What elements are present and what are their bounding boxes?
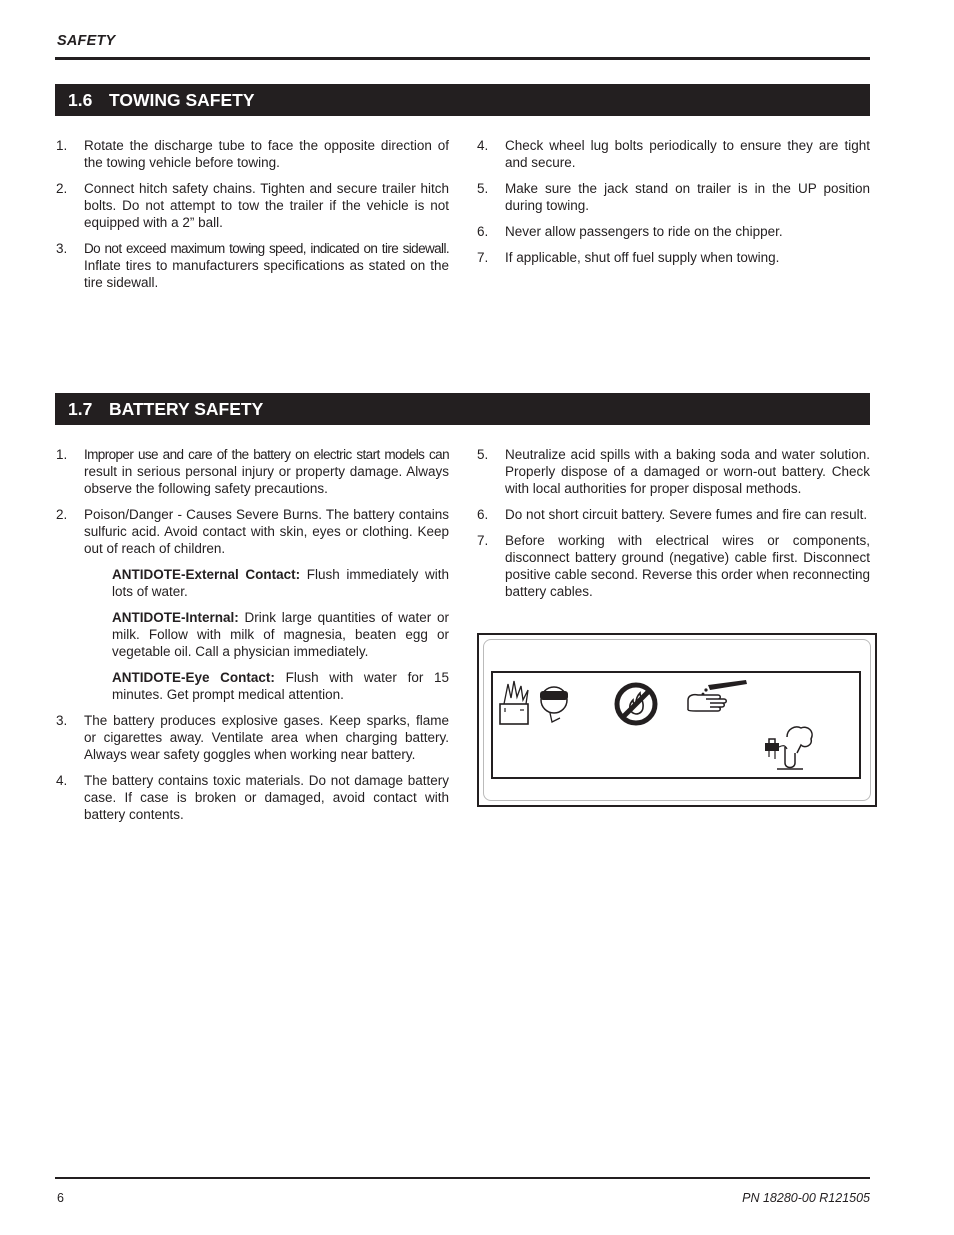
list-item: 1. Rotate the discharge tube to face the opposite direction of the towing vehicle before towing. [56,138,449,170]
no-flame-icon [613,681,659,727]
antidote-eye: ANTIDOTE-Eye Contact: Flush with water for 15 minutes. Get prompt medical attention. [112,670,449,702]
section-number: 1.6 [68,90,93,110]
section-title: TOWING SAFETY [109,90,255,110]
eye-wash-icon [759,723,817,773]
header-rule [55,57,870,60]
decal-panel [491,671,861,779]
list-item: 6. Do not short circuit battery. Severe fumes and fire can result. [477,507,868,522]
section-title: BATTERY SAFETY [109,399,264,419]
part-number: PN 18280-00 R121505 [742,1191,870,1205]
running-head: SAFETY [57,33,116,49]
list-item: 5. Make sure the jack stand on trailer is in the UP position during towing. [477,181,870,213]
section-heading-towing [55,84,870,116]
list-item: 5. Neutralize acid spills with a baking soda and water solution. Properly dispose of a damaged or worn-out battery. Check with local authorities for proper disposal methods. [477,447,870,496]
section-number: 1.7 [68,399,93,419]
list-item: 7. If applicable, shut off fuel supply when towing. [477,250,780,265]
list-item: 4. Check wheel lug bolts periodically to ensure they are tight and secure. [477,138,870,170]
list-item: 4. The battery contains toxic materials. Do not damage battery case. If case is broken or damaged, avoid contact with battery contents. [56,773,449,822]
antidote-internal: ANTIDOTE-Internal: Drink large quantities of water or milk. Follow with milk of magnesia, beaten egg or vegetable oil. Call a physician immediately. [112,610,449,659]
list-item: 7. Before working with electrical wires or components, disconnect battery ground (negative) cable first. Disconnect positive cable second. Reverse this order when reconnecting battery cables. [477,533,870,599]
list-item: 3. Do not exceed maximum towing speed, indicated on tire sidewall. Inflate tires to manufacturers specifications as stated on the tire sidewall. [56,241,449,290]
list-item: 2. Poison/Danger - Causes Severe Burns. The battery contains sulfuric acid. Avoid contact with skin, eyes or clothing. Keep out of reach of children. [56,507,449,556]
battery-warning-decal [477,633,877,807]
acid-hand-burn-icon [686,678,750,714]
antidote-external: ANTIDOTE-External Contact: Flush immediately with lots of water. [112,567,449,599]
list-item: 6. Never allow passengers to ride on the chipper. [477,224,783,239]
page-number: 6 [57,1191,64,1205]
battery-right-column [477,446,870,609]
list-item: 1. Improper use and care of the battery on electric start models can result in serious personal injury or property damage. Always observe the following safety precautions. [56,447,449,496]
towing-right-column [477,137,870,275]
list-item: 3. The battery produces explosive gases. Keep sparks, flame or cigarettes away. Ventilate area when charging battery. Always wear safety goggles when working near battery. [56,713,449,762]
towing-left-column [56,137,449,300]
list-item: 2. Connect hitch safety chains. Tighten and secure trailer hitch bolts. Do not attempt to tow the trailer if the vehicle is not equipped with a 2” ball. [56,181,449,230]
section-heading-battery [55,393,870,425]
battery-left-column [56,446,449,832]
footer-rule [55,1177,870,1179]
explosive-battery-goggles-icon [498,678,568,728]
